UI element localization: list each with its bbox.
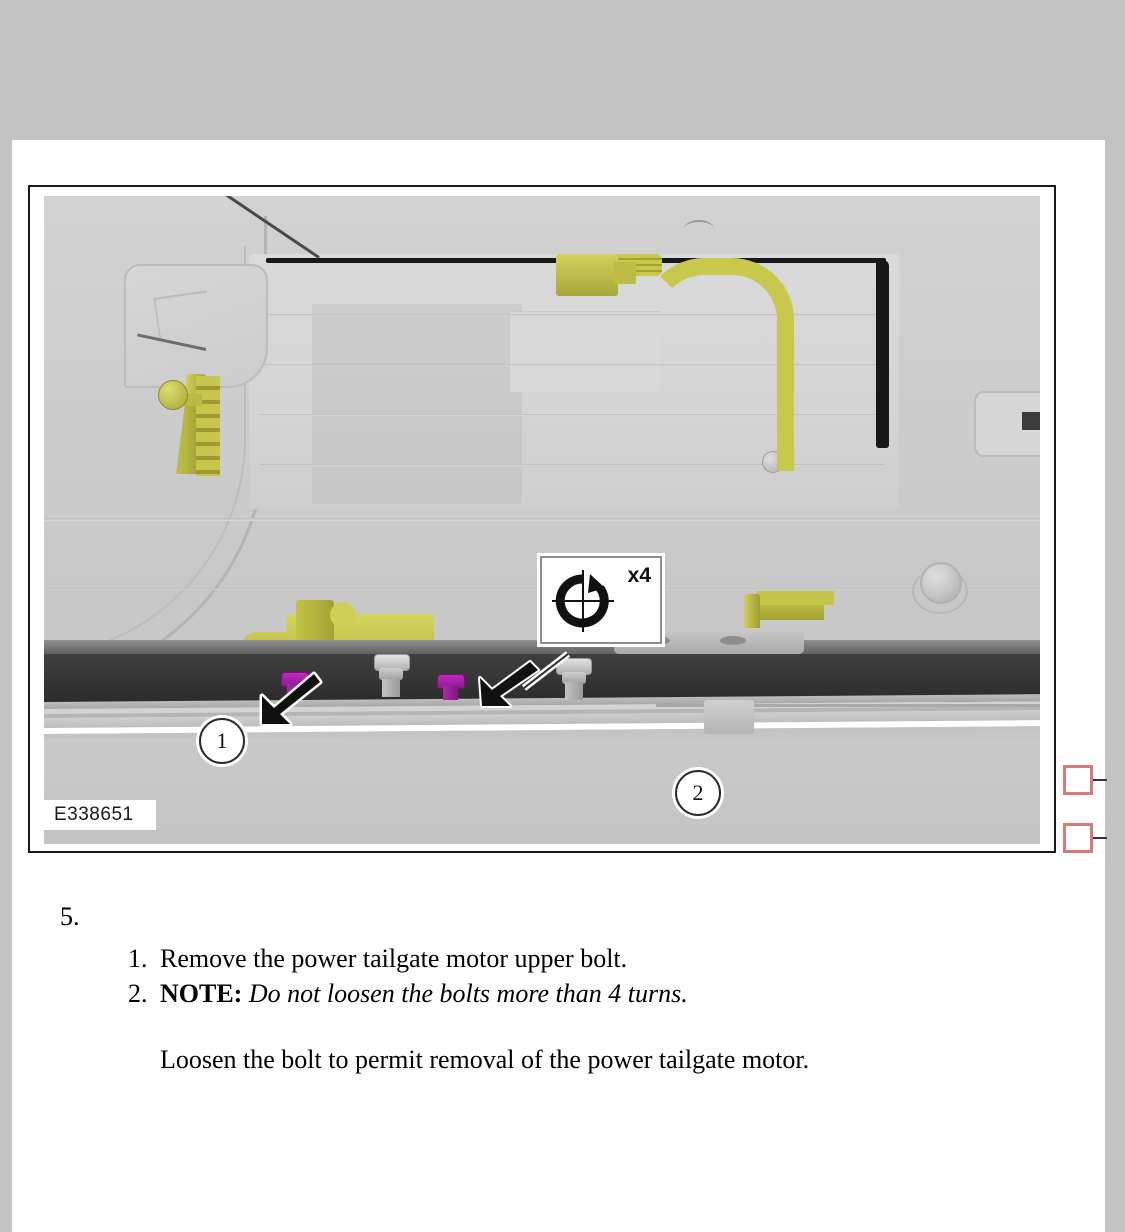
- substep-note: [160, 979, 688, 1009]
- edge-marker-tick-1: [1093, 779, 1107, 781]
- substep-number: 1.: [128, 944, 148, 973]
- substep-number: 2.: [128, 979, 148, 1008]
- callout-marker-1-label: 1: [216, 728, 228, 753]
- technical-illustration: [44, 196, 1040, 844]
- figure-frame: [28, 185, 1056, 853]
- panel-crease: [259, 364, 889, 366]
- electrical-connector-tip: [614, 262, 636, 284]
- callout-2-arrow-icon: [472, 648, 592, 728]
- callout-marker-1[interactable]: [199, 718, 245, 764]
- callout-marker-2-label: 2: [692, 780, 704, 805]
- panel-crease: [259, 314, 889, 316]
- electrical-connector: [556, 254, 618, 296]
- ball-stud: [158, 380, 188, 410]
- trim-joint-block: [704, 700, 754, 734]
- edge-marker-square-2[interactable]: [1063, 823, 1093, 853]
- motor-cap: [330, 602, 356, 628]
- edge-marker-tick-2: [1093, 837, 1107, 839]
- action-multiplier-label: x4: [627, 564, 651, 587]
- substep-text: Remove the power tailgate motor upper bolt.: [160, 944, 628, 973]
- closing-instruction-text: Loosen the bolt to permit removal of the power tailgate motor.: [160, 1045, 810, 1074]
- panel-crease-major: [44, 518, 1040, 521]
- note-label: NOTE:: [160, 979, 243, 1008]
- rotate-icon: [550, 568, 616, 634]
- motor-bracket-arm-upper: [756, 591, 834, 605]
- sill-bracket-hole: [720, 636, 746, 645]
- action-callout-box: [540, 556, 662, 644]
- note-body: Do not loosen the bolts more than 4 turns.: [248, 979, 688, 1008]
- panel-crease: [259, 414, 889, 416]
- grommet: [920, 562, 962, 604]
- callout-1-arrow-icon: [240, 666, 340, 746]
- substep-item: [128, 979, 960, 1009]
- panel-arc-detail: [684, 220, 714, 238]
- panel-pocket-notch: [153, 290, 212, 339]
- callout-marker-2[interactable]: [675, 770, 721, 816]
- tailgate-hinge-plate: [196, 376, 220, 476]
- document-page: [12, 140, 1105, 1232]
- weatherstrip-seal-right: [876, 260, 889, 448]
- panel-recess-shadow: [312, 304, 522, 504]
- panel-right-pocket-slot: [1022, 412, 1040, 430]
- panel-recess-step: [509, 311, 660, 392]
- step-number: 5.: [60, 902, 80, 931]
- instruction-block: [60, 902, 960, 1075]
- substep-list: [128, 944, 960, 1009]
- wiring-harness-loop: [642, 258, 794, 471]
- substep-item: [128, 944, 960, 974]
- edge-marker-square-1[interactable]: [1063, 765, 1093, 795]
- figure-id-label: E338651: [44, 800, 156, 830]
- lower-panel: [44, 739, 1040, 844]
